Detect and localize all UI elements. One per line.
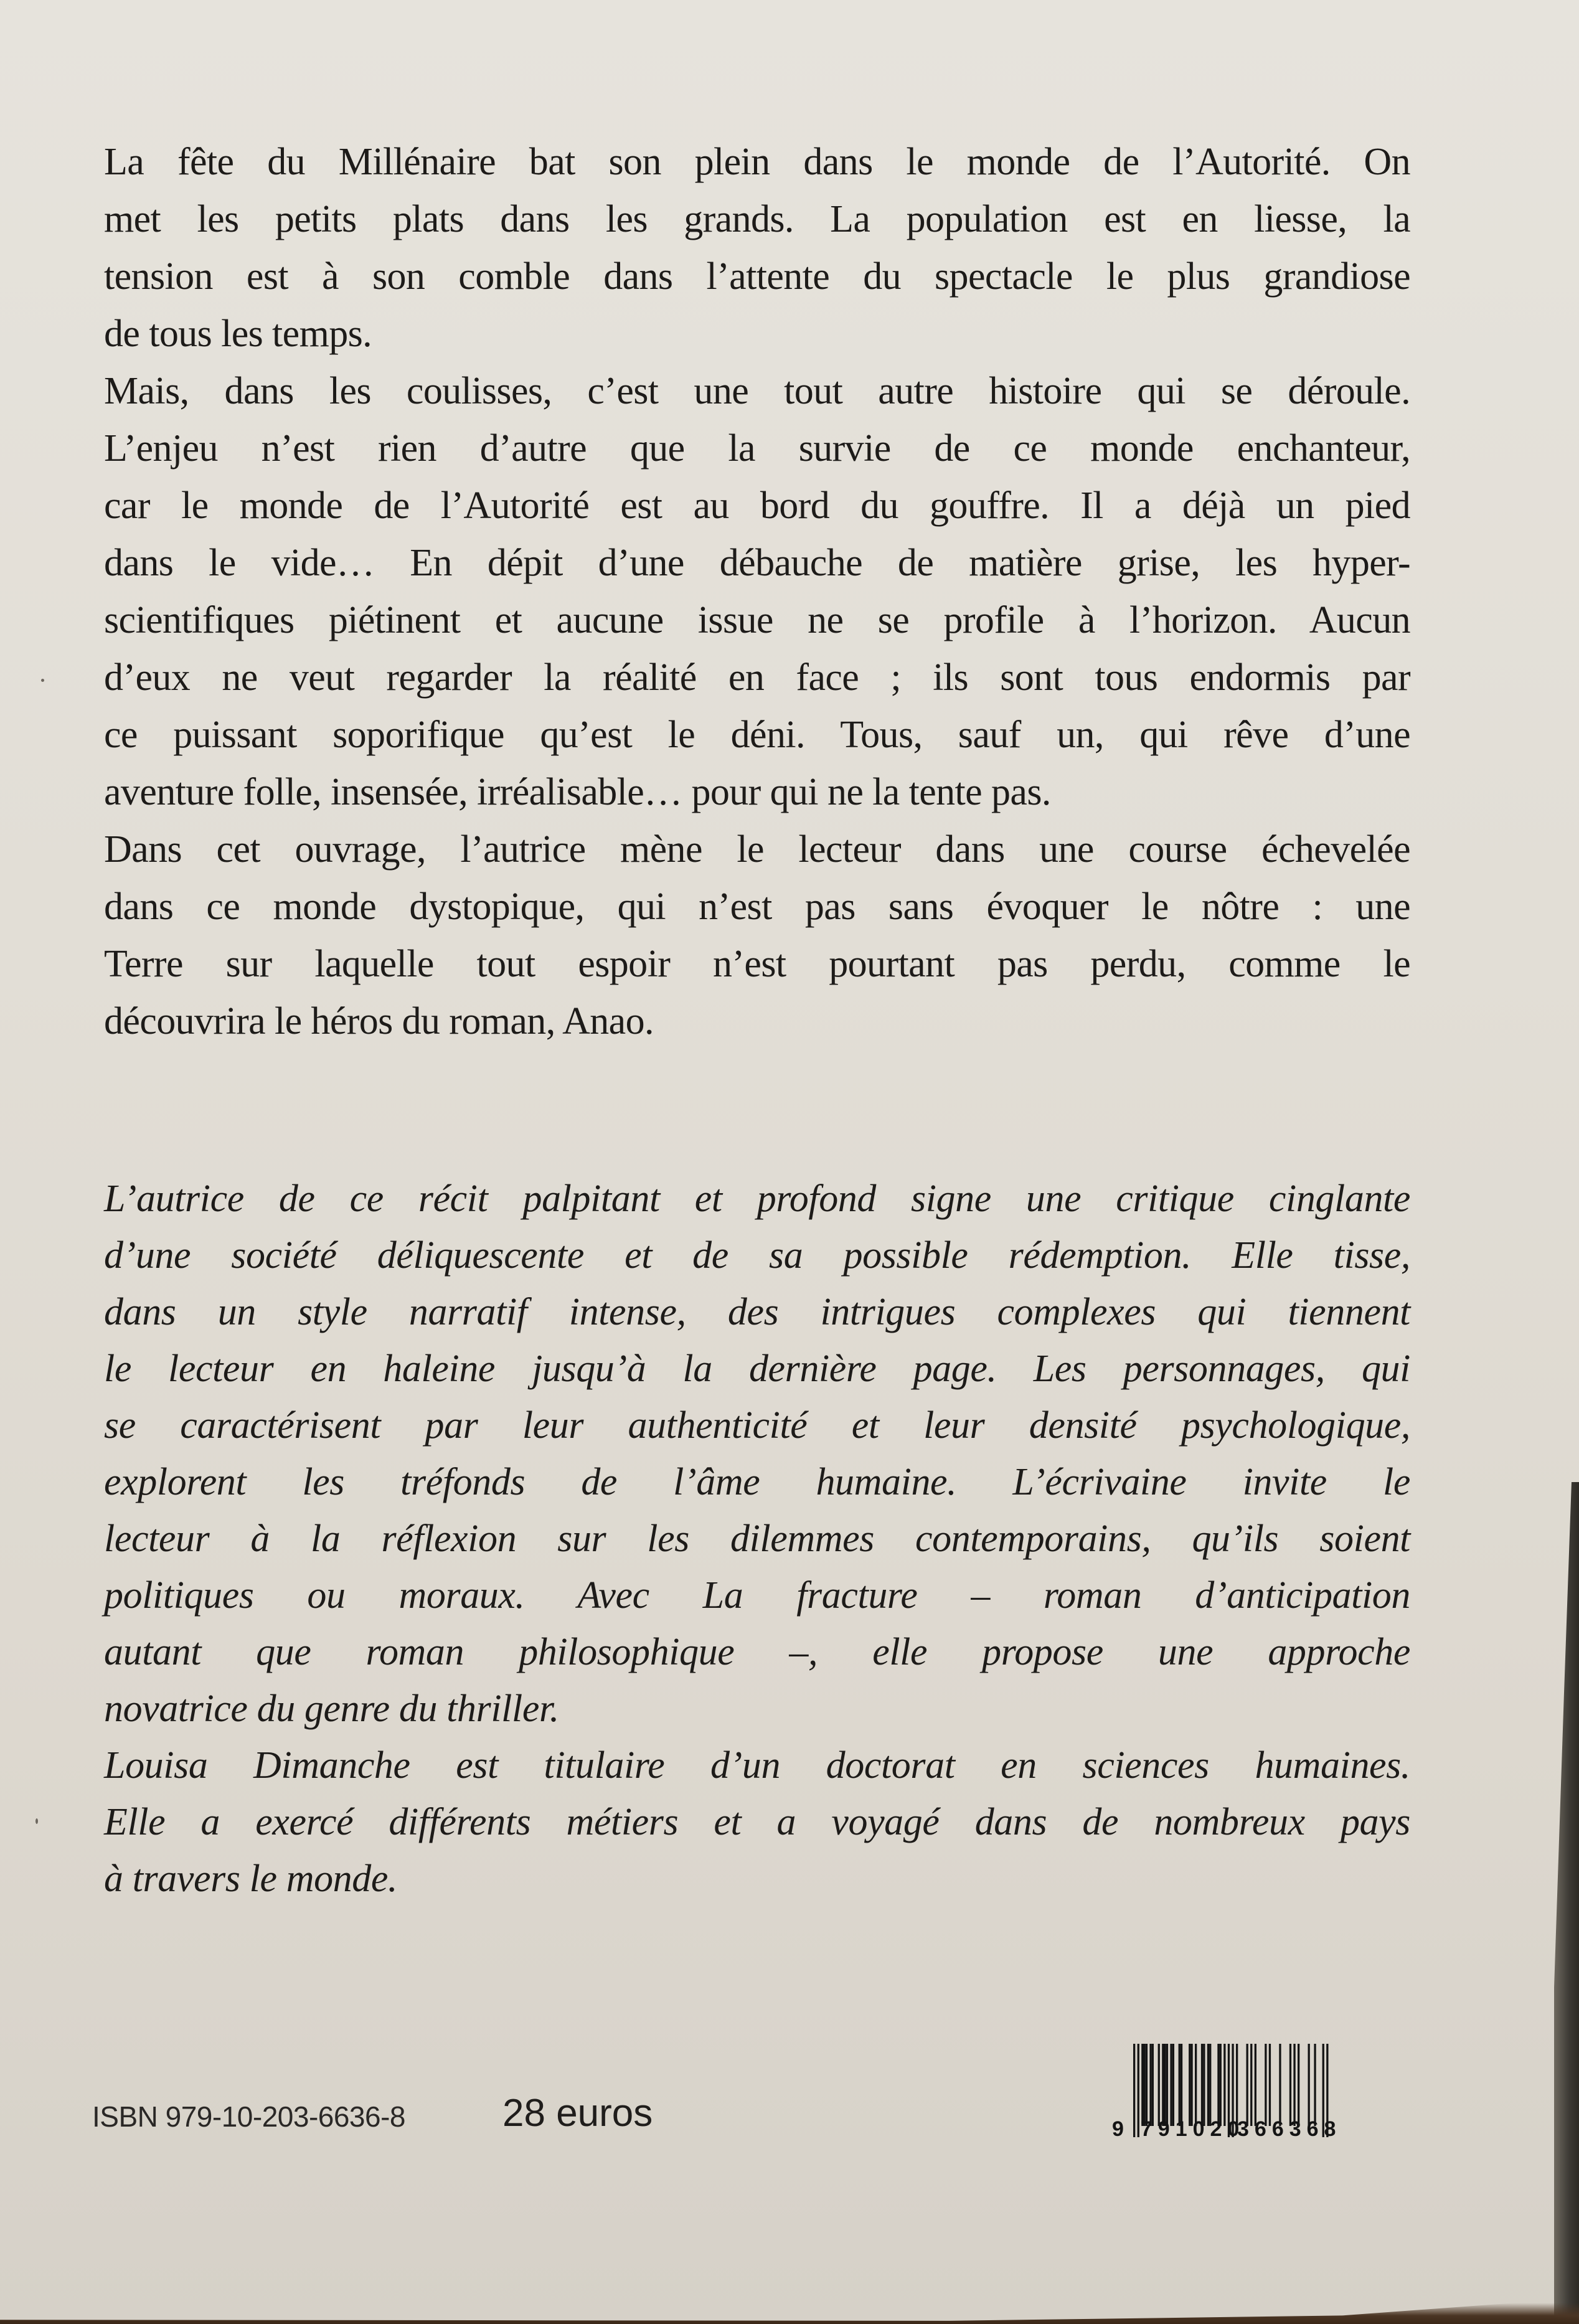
barcode-bar — [1172, 2044, 1174, 2126]
barcode-bar — [1220, 2044, 1222, 2126]
barcode-bar — [1162, 2044, 1164, 2126]
barcode-bar — [1217, 2044, 1219, 2126]
text-line: se caractérisent par leur authenticité et leur densité psychologique, — [104, 1404, 1410, 1447]
barcode-bar — [1181, 2044, 1182, 2126]
synopsis — [104, 133, 1410, 1050]
text-line: Mais, dans les coulisses, c’est une tout autre histoire qui se déroule. — [104, 370, 1410, 412]
text-line: dans ce monde dystopique, qui n’est pas sans évoquer le nôtre : une — [104, 886, 1410, 928]
barcode-bar — [1164, 2044, 1166, 2126]
barcode-bar — [1279, 2044, 1281, 2126]
barcode-left-digits: 791020 — [1140, 2117, 1245, 2137]
barcode-bar — [1201, 2044, 1203, 2126]
barcode-bar — [1158, 2044, 1160, 2126]
text-line: le lecteur en haleine jusqu’à la dernière page. Les personnages, qui — [104, 1348, 1410, 1390]
text-line: novatrice du genre du thriller. — [104, 1688, 559, 1730]
barcode-bar — [1144, 2044, 1146, 2126]
barcode-bar — [1247, 2044, 1248, 2126]
barcode-bar — [1189, 2044, 1190, 2126]
barcode-bar — [1298, 2044, 1299, 2126]
barcode-bar — [1255, 2044, 1256, 2126]
barcode-bar — [1308, 2044, 1310, 2126]
text-line: tension est à son comble dans l’attente du spectacle le plus grandiose — [104, 255, 1410, 298]
text-line: Dans cet ouvrage, l’autrice mène le lecteur dans une course échevelée — [104, 828, 1410, 871]
barcode-bar — [1223, 2044, 1225, 2126]
barcode-bar — [1146, 2044, 1148, 2126]
barcode-bar — [1293, 2044, 1295, 2126]
text-line: L’enjeu n’est rien d’autre que la survie de ce monde enchanteur, — [104, 427, 1410, 470]
barcode-bar — [1195, 2044, 1197, 2126]
barcode-bar — [1236, 2044, 1238, 2126]
text-line: dans un style narratif intense, des intrigues complexes qui tiennent — [104, 1291, 1410, 1333]
isbn-number: ISBN 979-10-203-6636-8 — [92, 2100, 405, 2133]
barcode-bar — [1289, 2044, 1291, 2126]
text-line: ce puissant soporifique qu’est le déni. Tous, sauf un, qui rêve d’une — [104, 714, 1410, 756]
barcode-bar — [1141, 2044, 1143, 2126]
text-line: d’une société déliquescente et de sa possible rédemption. Elle tisse, — [104, 1234, 1410, 1277]
text-line: autant que roman philosophique –, elle propose une approche — [104, 1631, 1410, 1673]
barcode-bar — [1207, 2044, 1209, 2126]
barcode-first-digit: 9 — [1112, 2117, 1129, 2137]
barcode-bar — [1170, 2044, 1172, 2126]
barcode-bar — [1149, 2044, 1151, 2126]
text-line: met les petits plats dans les grands. La population est en liesse, la — [104, 198, 1410, 240]
barcode-bar — [1166, 2044, 1168, 2126]
barcode-bar — [1203, 2044, 1205, 2126]
text-line: L’autrice de ce récit palpitant et profond signe une critique cinglante — [104, 1178, 1410, 1220]
text-line: de tous les temps. — [104, 313, 372, 355]
text-line: aventure folle, insensée, irréalisable… pour qui ne la tente pas. — [104, 771, 1051, 813]
barcode-bar — [1269, 2044, 1271, 2126]
text-line: car le monde de l’Autorité est au bord du gouffre. Il a déjà un pied — [104, 484, 1410, 527]
barcode-bar — [1190, 2044, 1192, 2126]
author-review — [104, 1171, 1410, 1907]
text-line: à travers le monde. — [104, 1858, 398, 1900]
page-edge-shadow — [1554, 1482, 1579, 2324]
barcode-bar — [1314, 2044, 1316, 2126]
text-line: découvrira le héros du roman, Anao. — [104, 1000, 654, 1042]
barcode-bar — [1152, 2044, 1154, 2126]
paper-speck — [41, 679, 44, 682]
text-line: dans le vide… En dépit d’une débauche de matière grise, les hyper- — [104, 542, 1410, 584]
text-line: politiques ou moraux. Avec La fracture – roman d’anticipation — [104, 1574, 1410, 1617]
barcode-bar — [1250, 2044, 1252, 2126]
ean-barcode — [1101, 2031, 1393, 2137]
table-surface — [0, 2303, 1579, 2324]
paper-speck — [35, 1818, 38, 1824]
price: 28 euros — [502, 2092, 653, 2135]
barcode-graphic — [1101, 2031, 1393, 2137]
barcode-bar — [1138, 2044, 1139, 2137]
barcode-bar — [1209, 2044, 1211, 2126]
barcode-bar — [1133, 2044, 1135, 2137]
barcode-bar — [1265, 2044, 1266, 2126]
text-line: lecteur à la réflexion sur les dilemmes contemporains, qu’ils soient — [104, 1518, 1410, 1560]
text-line: Elle a exercé différents métiers et a voyagé dans de nombreux pays — [104, 1801, 1410, 1843]
text-line: Louisa Dimanche est titulaire d’un doctorat en sciences humaines. — [104, 1744, 1410, 1787]
text-line: scientifiques piétinent et aucune issue ne se profile à l’horizon. Aucun — [104, 599, 1410, 641]
barcode-bar — [1179, 2044, 1181, 2126]
text-line: Terre sur laquelle tout espoir n’est pourtant pas perdu, comme le — [104, 943, 1410, 985]
barcode-right-digits: 366368 — [1237, 2117, 1342, 2137]
text-line: d’eux ne veut regarder la réalité en face ; ils sont tous endormis par — [104, 656, 1410, 699]
text-line: La fête du Millénaire bat son plein dans le monde de l’Autorité. On — [104, 141, 1410, 183]
text-line: explorent les tréfonds de l’âme humaine. L’écrivaine invite le — [104, 1461, 1410, 1503]
